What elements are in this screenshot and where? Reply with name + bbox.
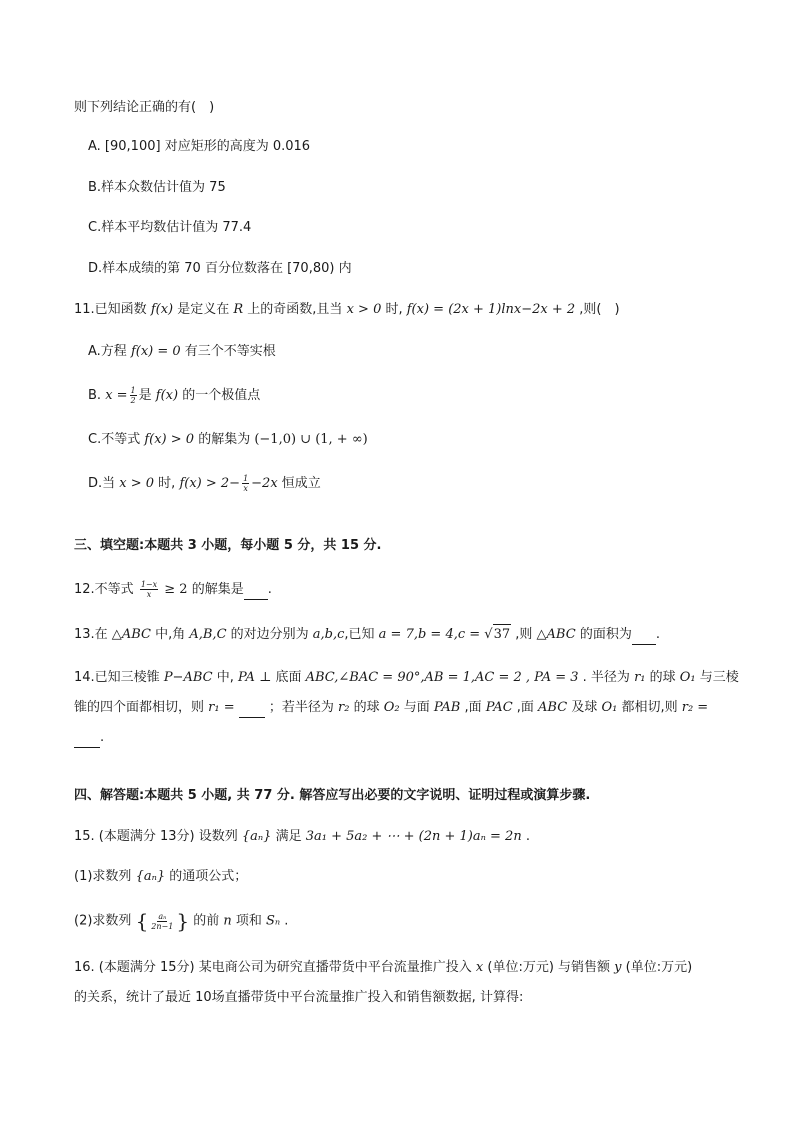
question-14-line-3 [74,728,104,748]
question-15 [74,827,530,847]
fraction [130,386,137,405]
text: 有三个不等实根 [180,344,276,359]
text: 14.已知三棱锥 [74,670,164,685]
text: 的球 [645,670,680,685]
text: 与三棱 [695,670,739,685]
text: 满足 [271,829,306,844]
math: PAB [433,700,461,715]
option-10c [88,218,251,238]
math: PAC [485,700,513,715]
text: B. [88,388,106,403]
option-11a [88,342,276,362]
text: 的一个极值点 [178,388,261,403]
text: . [280,913,289,929]
text: 锥的四个面都相切，则 [74,700,209,715]
math: a = 7,b = 4,c = [378,627,481,642]
text: 的对边分别为 [226,627,313,642]
math: r₂ [338,700,350,715]
question-16-line-1 [74,958,692,978]
text: 时, [154,476,180,491]
sqrt-radicand: 37 [493,624,512,645]
text: 时, [381,302,407,317]
math: ABC [121,627,151,642]
question-12 [74,580,272,600]
text: 中,角 [150,627,190,642]
text: ,已知 [344,627,379,642]
text: 是定义在 [173,302,234,317]
math: r₁ [634,670,646,685]
option-11c [88,430,368,450]
text: 及球 [567,700,602,715]
text: 恒成立 [277,476,321,491]
numerator: aₙ [158,911,167,921]
text: 中, [212,670,238,685]
text: (单位:万元) [621,960,693,975]
text: 13.在 △ [74,627,122,642]
math: r₂ = [681,700,709,715]
math: Sₙ [265,913,281,929]
math: O₂ [383,700,400,715]
math: {aₙ} [135,869,166,884]
numerator: 1 [130,386,136,395]
text: 是 [138,388,156,403]
text: 都相切,则 [617,700,682,715]
math: A,B,C [189,627,227,642]
math: (−1,0) ∪ (1, + ∞) [254,432,368,447]
text: 的关系，统计了最近 10场直播带货中平台流量推广投入和销售额数据, 计算得: [74,990,524,1005]
question-15-part-1 [74,867,247,887]
math: y [614,960,622,975]
math: O₁ [601,700,618,715]
text: . [655,627,660,642]
math: 3a₁ + 5a₂ + ⋯ + (2n + 1)aₙ = 2n [305,829,522,844]
question-11 [74,300,620,320]
heading-text: 三、填空题:本题共 3 小题，每小题 5 分，共 15 分. [74,538,382,553]
numerator: 1−x [140,580,158,589]
denominator: 2 [130,396,136,405]
braced-fraction [136,911,190,931]
question-10-intro [74,98,214,118]
text: 上的奇函数,且当 [243,302,347,317]
text: . [100,730,105,745]
section-3-heading [74,536,381,556]
math: x > 0 [346,302,382,317]
math: P−ABC [163,670,213,685]
text: . 半径为 [578,670,635,685]
text: 底面 [271,670,306,685]
math: r₁ = [208,700,235,715]
option-10d [88,259,352,279]
option-text: B.样本众数估计值为 75 [88,180,226,195]
text: ,则( ) [575,302,620,317]
math: −2x [251,476,278,491]
option-11d [88,474,321,494]
option-text: A. [90,100] 对应矩形的高度为 0.016 [88,139,311,154]
math: ≥ 2 [160,582,188,597]
text: ,面 [512,700,539,715]
math: ABC,∠BAC = 90°,AB = 1,AC = 2 , PA = 3 [305,670,579,685]
text: 项和 [231,913,266,929]
math: f(x) > 2− [179,476,241,491]
question-16-line-2 [74,988,523,1008]
text: 12.不等式 [74,582,138,597]
numerator: 1 [243,474,249,483]
text: A.方程 [88,344,131,359]
math: x = [105,388,128,403]
math: x [475,960,484,975]
option-10b [88,178,226,198]
denominator: 2n−1 [151,921,174,931]
text: 的面积为 [575,627,632,642]
fraction [242,474,249,493]
text: (2)求数列 [74,913,136,929]
math: a,b,c [312,627,345,642]
text: . [267,582,272,597]
math: f(x) [150,302,174,317]
brace-right: } [176,909,190,933]
fraction [150,912,174,931]
question-14-line-2 [74,698,708,718]
heading-text: 四、解答题:本题共 5 小题, 共 77 分. 解答应写出必要的文字说明、证明过程或演算步骤. [74,788,591,803]
math: n [223,913,232,929]
math: R [233,302,244,317]
text: ；若半径为 [264,700,338,715]
question-15-part-2 [74,911,288,932]
text: D.当 [88,476,120,491]
text: ,则 △ [511,627,547,642]
math: f(x) > 0 [144,432,195,447]
denominator: x [146,590,152,599]
math: ABC [546,627,576,642]
section-4-heading [74,786,590,806]
option-10a [88,137,310,157]
denominator: x [243,484,248,493]
math: {aₙ} [241,829,272,844]
fraction [140,580,158,599]
math: f(x) = (2x + 1)lnx−2x + 2 [406,302,576,317]
math: O₁ [679,670,696,685]
math: ABC [538,700,568,715]
option-text: C.样本平均数估计值为 77.4 [88,220,252,235]
answer-blank [74,733,100,748]
text: 11.已知函数 [74,302,151,317]
text: ,面 [460,700,486,715]
text: 15. (本题满分 13分) 设数列 [74,829,242,844]
math: x > 0 [119,476,155,491]
intro-text: 则下列结论正确的有( ) [74,100,215,115]
math: f(x) = 0 [130,344,181,359]
text: 的前 [189,913,224,929]
text: 的解集是 [187,582,244,597]
text: (1)求数列 [74,869,136,884]
question-14-line-1 [74,668,739,688]
answer-blank [632,630,656,645]
text: C.不等式 [88,432,145,447]
answer-blank [239,703,265,718]
math: f(x) [155,388,179,403]
brace-left: { [135,909,149,933]
text: 与面 [399,700,434,715]
option-11b [88,386,260,406]
option-text: D.样本成绩的第 70 百分位数落在 [70,80) 内 [88,261,352,276]
text: (单位:万元) 与销售额 [483,960,615,975]
text: 的解集为 [194,432,255,447]
math: PA ⊥ [238,670,272,685]
text: 的通项公式； [165,869,248,884]
question-13: 13.在 △ABC 中,角 A,B,C 的对边分别为 a,b,c,已知 a = 7,b = 4,c = √37 ,则 △ABC 的面积为 . [74,624,660,645]
text: 16. (本题满分 15分) 某电商公司为研究直播带货中平台流量推广投入 [74,960,476,975]
text: . [521,829,530,844]
text: 的球 [349,700,384,715]
answer-blank [244,585,268,600]
